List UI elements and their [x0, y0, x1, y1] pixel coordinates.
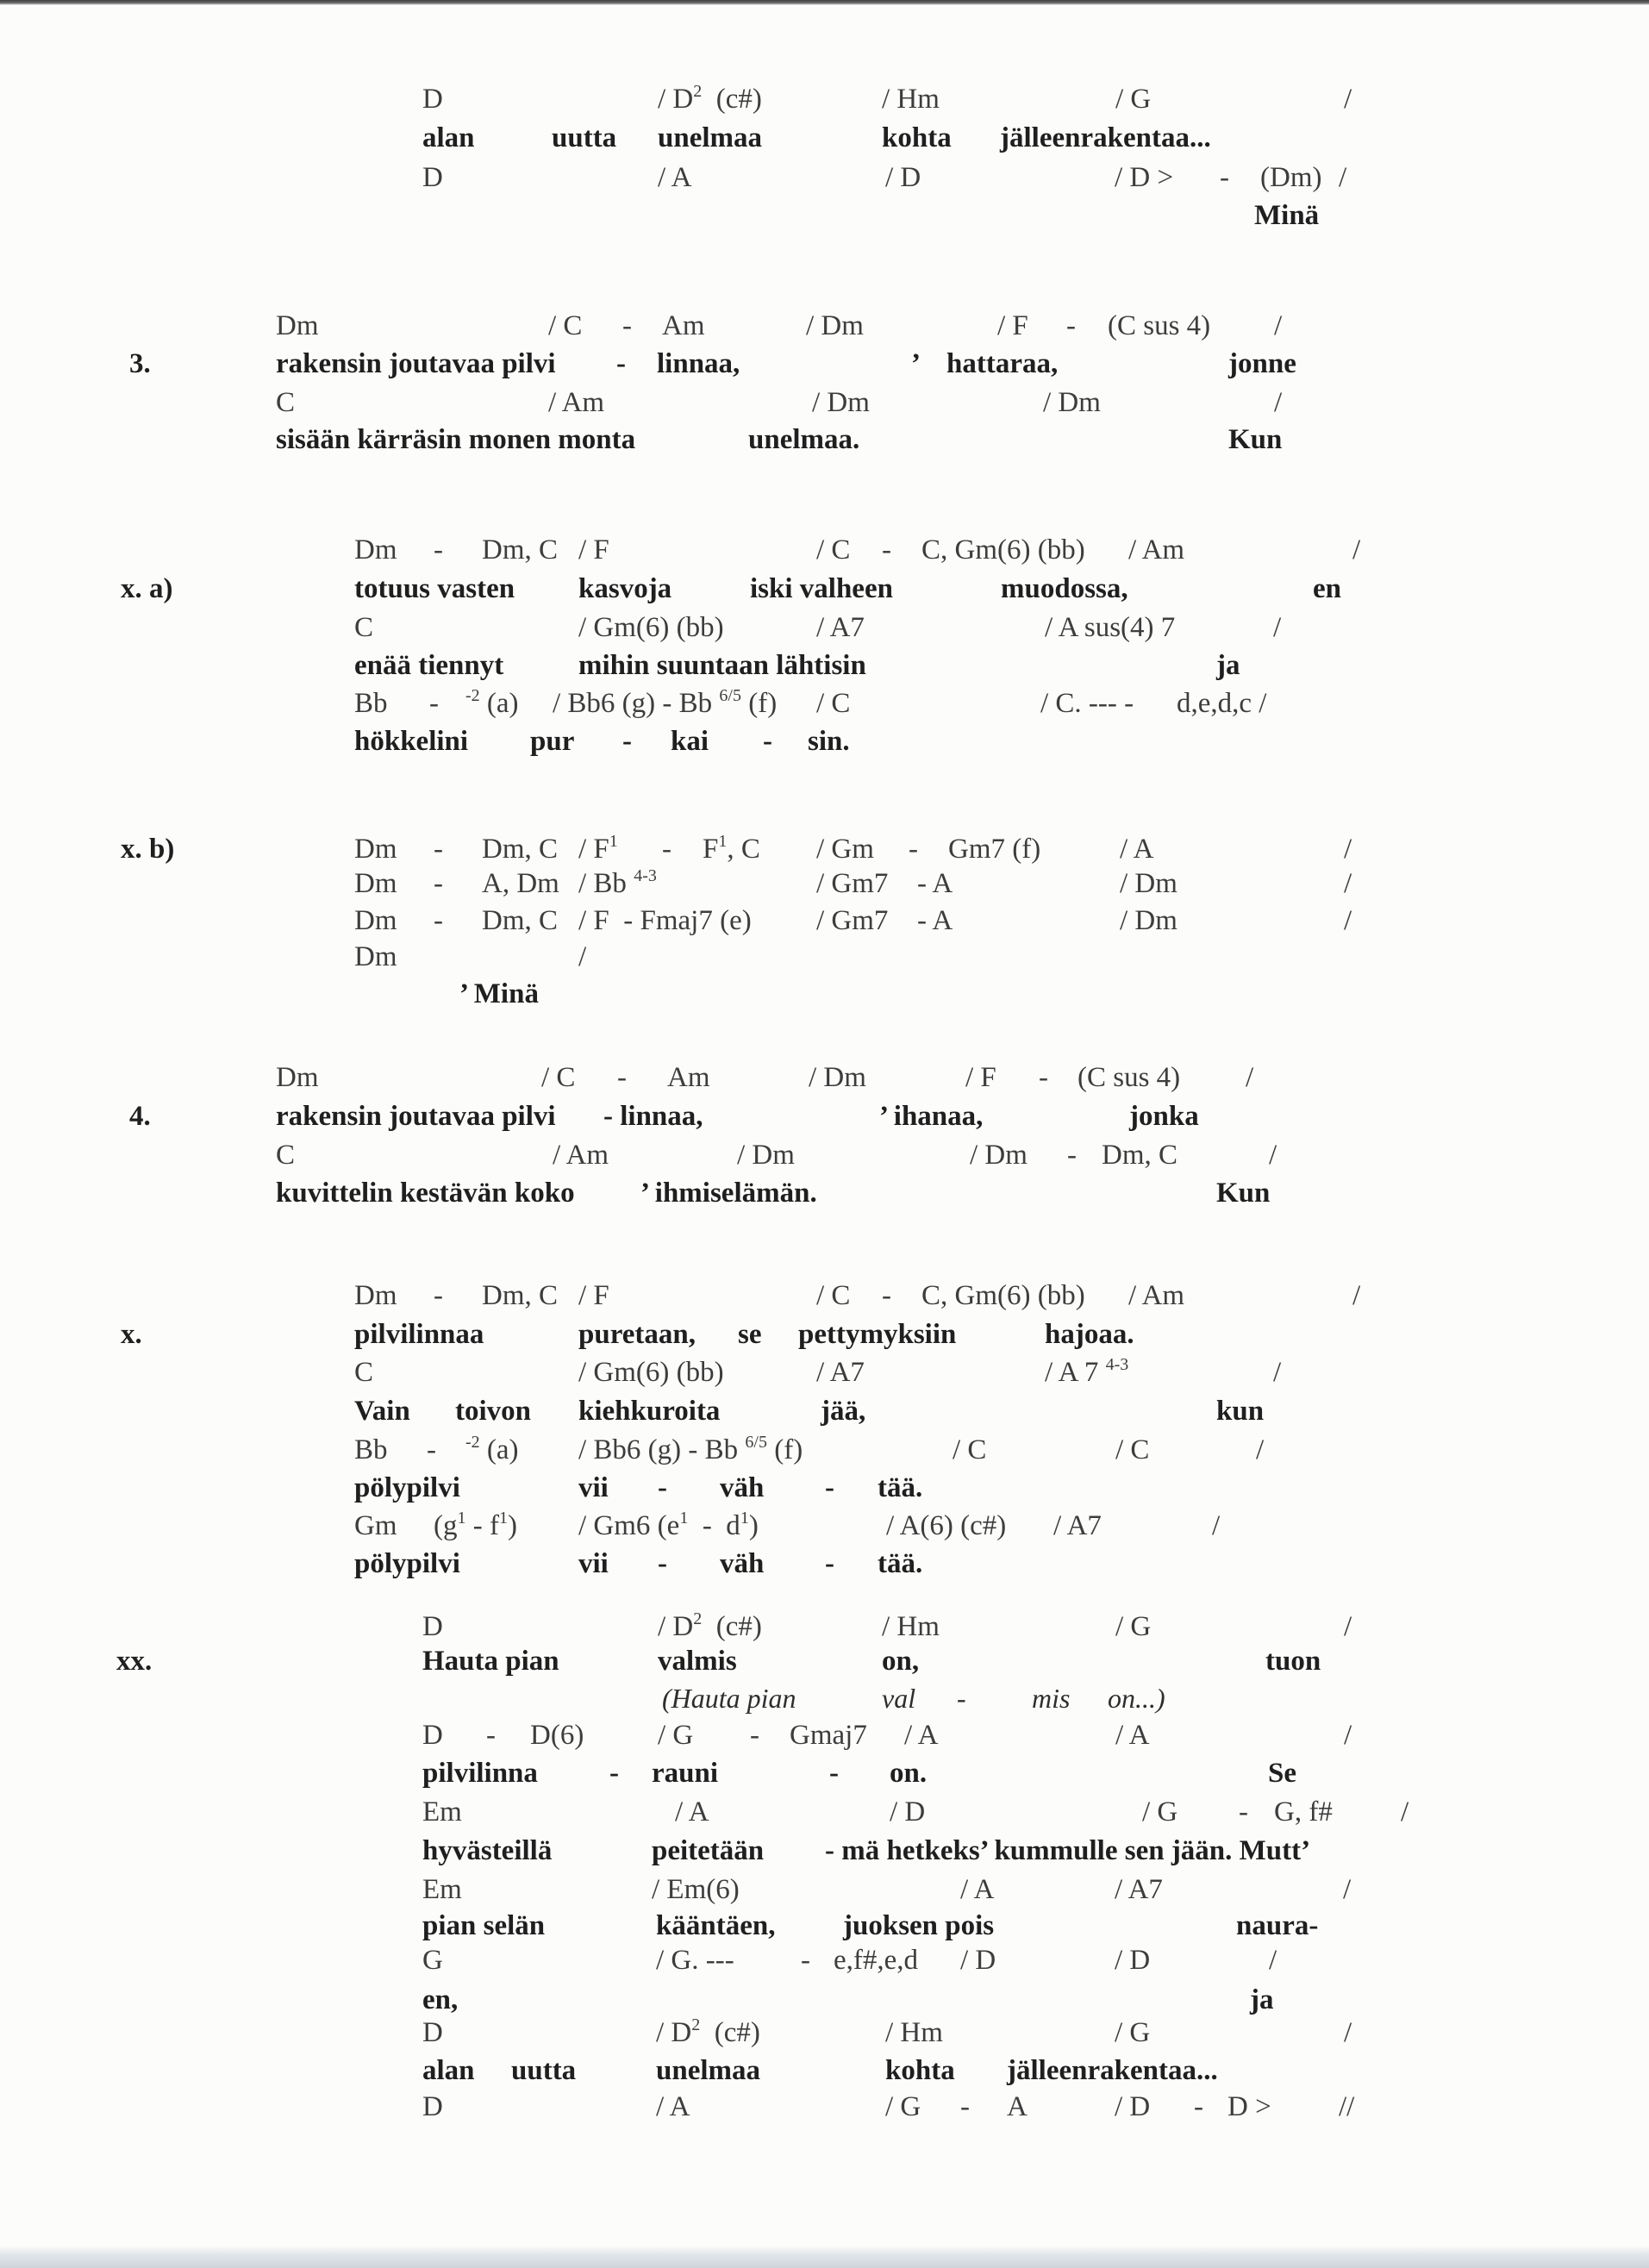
lyric-segment: kiehkuroita: [578, 1396, 721, 1427]
chord-segment: / Dm: [1043, 387, 1101, 418]
chord-segment: / A7: [816, 1357, 865, 1388]
chord-segment: -: [434, 868, 443, 899]
chord-segment: Bb: [354, 1434, 388, 1465]
chord-segment: / $D^2$ (c#): [658, 1609, 762, 1642]
lyric-segment: jää,: [821, 1396, 866, 1427]
scan-edge-bottom: [0, 2246, 1649, 2268]
chord-superscript: 6/5: [745, 1433, 767, 1452]
lyric-segment: kai: [671, 726, 709, 757]
chord-segment: D: [422, 162, 443, 193]
chord-segment: -: [617, 1062, 627, 1093]
chord-segment: /: [1339, 162, 1347, 193]
lyric-segment: ’ Minä: [459, 978, 539, 1009]
lyric-segment: -: [609, 1758, 619, 1789]
chord-segment: / F: [578, 1280, 609, 1311]
chord-segment: / $D^2$ (c#): [658, 82, 762, 115]
chord-segment: / Dm: [809, 1062, 866, 1093]
lyric-segment: -: [658, 1472, 667, 1503]
lyric-segment: tää.: [878, 1548, 923, 1579]
chord-superscript: 4-3: [1105, 1355, 1129, 1374]
section-label-verse-4: 4.: [129, 1101, 151, 1132]
chord-segment: / A: [675, 1796, 709, 1828]
lyric-segment: totuus vasten: [354, 573, 515, 604]
chord-segment: Dm: [354, 534, 397, 565]
lyric-segment: sin.: [808, 726, 850, 757]
lyric-segment: jälleenrakentaa...: [1000, 122, 1211, 153]
lyric-segment: Vain: [354, 1396, 410, 1427]
chord-segment: / Dm: [1120, 868, 1177, 899]
chord-superscript: 1: [609, 832, 618, 851]
chord-segment: Dm: [276, 1062, 319, 1093]
lyric-segment: kääntäen,: [656, 1910, 776, 1941]
chord-segment: D >: [1227, 2091, 1271, 2122]
chord-segment: / Gm7: [816, 905, 889, 936]
chord-segment: / A: [658, 162, 692, 193]
lyric-segment: jälleenrakentaa...: [1007, 2055, 1218, 2086]
lyric-segment: juoksen pois: [843, 1910, 995, 1941]
lyric-segment: Minä: [1254, 200, 1320, 231]
lyric-segment: Se: [1268, 1758, 1296, 1789]
chord-segment: D: [422, 2017, 443, 2048]
chord-segment: / A: [904, 1720, 939, 1751]
chord-segment: / A: [656, 2091, 690, 2122]
chord-segment: / Hm: [882, 84, 940, 115]
lyric-segment: on.: [890, 1758, 928, 1789]
chord-segment: Dm: [354, 1280, 397, 1311]
lyric-segment: - linnaa,: [603, 1101, 703, 1132]
chord-segment: / D: [1115, 1945, 1151, 1976]
chord-segment: / D >: [1115, 162, 1174, 193]
chord-segment: Dm, C: [482, 1280, 559, 1311]
chord-segment: / F: [965, 1062, 996, 1093]
chord-segment: Am: [667, 1062, 710, 1093]
lyric-segment: väh: [720, 1548, 765, 1579]
chord-segment: Dm, C: [1102, 1140, 1178, 1171]
lyric-segment: sisään kärräsin monen monta: [276, 424, 636, 455]
chord-segment: / A7: [1053, 1510, 1102, 1541]
lyric-segment: kuvittelin kestävän koko: [276, 1178, 575, 1209]
lyric-segment: peitetään: [652, 1835, 765, 1866]
chord-segment: / Gm7: [816, 868, 889, 899]
chord-segment: C, Gm(6) (bb): [921, 1280, 1085, 1311]
chord-segment: -: [1239, 1796, 1248, 1828]
chord-segment: / Am: [1128, 1280, 1185, 1311]
lyric-segment: rauni: [652, 1758, 719, 1789]
chord-segment: -: [434, 534, 443, 565]
lyric-segment: pilvilinnaa: [354, 1319, 484, 1350]
chord-segment: //: [1339, 2091, 1355, 2122]
chord-segment: -: [801, 1945, 810, 1976]
chord-segment: -: [882, 534, 891, 565]
chord-segment: / F - Fmaj7 (e): [578, 905, 752, 936]
chord-segment: / C: [548, 310, 583, 341]
chord-segment: / C. --- -: [1040, 688, 1134, 719]
chord-segment: / G: [1115, 2017, 1151, 2048]
lyric-segment: ’ ihanaa,: [879, 1101, 984, 1132]
lyric-segment: rakensin joutavaa pilvi: [276, 348, 556, 379]
chord-segment: C: [354, 612, 374, 643]
lyric-segment: kun: [1216, 1396, 1265, 1427]
chord-segment: / Em(6): [652, 1874, 740, 1905]
lyric-segment: jonne: [1228, 348, 1296, 379]
chord-segment: -: [750, 1720, 759, 1751]
lyric-segment: ja: [1216, 650, 1240, 681]
chord-segment: /: [1274, 310, 1283, 341]
chord-segment: D: [422, 1611, 443, 1642]
chord-superscript: -2: [465, 686, 480, 705]
section-label-bridge-x-b: x. b): [121, 834, 175, 865]
chord-segment: D(6): [530, 1720, 584, 1751]
chord-segment: D: [422, 2091, 443, 2122]
chord-segment: /: [1274, 387, 1283, 418]
chord-segment: / Am: [553, 1140, 609, 1171]
lyric-segment: alan: [422, 122, 475, 153]
lyric-segment: valmis: [658, 1646, 737, 1677]
chord-segment: -: [486, 1720, 496, 1751]
lyric-echo-segment: mis: [1032, 1683, 1071, 1714]
lyric-segment: vii: [578, 1472, 609, 1503]
chord-segment: /: [1344, 1611, 1352, 1642]
lyric-segment: pettymyksiin: [798, 1319, 957, 1350]
chord-segment: $F^1$, C: [703, 832, 760, 865]
chord-segment: /: [1352, 534, 1361, 565]
lyric-segment: -: [829, 1758, 839, 1789]
chord-segment: Bb: [354, 688, 388, 719]
lyric-segment: tää.: [878, 1472, 923, 1503]
chord-segment: Dm, C: [482, 834, 559, 865]
lyric-segment: enää tiennyt: [354, 650, 504, 681]
chord-segment: / A: [1115, 1720, 1150, 1751]
chord-segment: Dm: [354, 834, 397, 865]
chord-segment: Em: [422, 1874, 462, 1905]
lyric-segment: muodossa,: [1001, 573, 1128, 604]
chord-segment: Dm: [354, 905, 397, 936]
chord-segment: / Gm(6) (bb): [578, 612, 724, 643]
chord-segment: -: [434, 905, 443, 936]
chord-segment: -: [1220, 162, 1229, 193]
section-label-outro-xx: xx.: [116, 1646, 153, 1677]
chord-segment: - A: [917, 868, 953, 899]
chord-segment: -: [909, 834, 918, 865]
chord-segment: / D: [890, 1796, 926, 1828]
lyric-segment: kohta: [882, 122, 952, 153]
scan-edge-top: [0, 0, 1649, 5]
chord-segment: Gm: [354, 1510, 397, 1541]
lyric-segment: iski valheen: [750, 573, 893, 604]
chord-segment: A: [1007, 2091, 1028, 2122]
chord-segment: -: [1066, 310, 1076, 341]
chord-segment: Dm: [354, 941, 397, 972]
lyric-segment: uutta: [511, 2055, 577, 2086]
chord-segment: / C: [816, 534, 851, 565]
chord-segment: / C: [816, 688, 851, 719]
lyric-segment: hattaraa,: [946, 348, 1059, 379]
chord-segment: C: [354, 1357, 374, 1388]
lyric-segment: pölypilvi: [354, 1548, 460, 1579]
chord-segment: /: [1344, 834, 1352, 865]
chord-segment: / G. ---: [656, 1945, 734, 1976]
lyric-segment: pian selän: [422, 1910, 546, 1941]
chord-segment: Dm: [276, 310, 319, 341]
lyric-segment: vii: [578, 1548, 609, 1579]
chord-superscript: 2: [691, 2015, 701, 2034]
chord-segment: /: [1344, 1720, 1352, 1751]
lyric-echo-segment: val: [882, 1683, 916, 1714]
chord-segment: /: [1273, 612, 1282, 643]
chord-segment: / Dm: [812, 387, 870, 418]
lyric-segment: - mä hetkeks’ kummulle sen jään. Mutt’: [825, 1835, 1311, 1866]
chord-segment: / G: [658, 1720, 694, 1751]
chord-segment: / F: [578, 534, 609, 565]
chord-segment: / A(6) (c#): [886, 1510, 1007, 1541]
lyric-segment: -: [825, 1548, 834, 1579]
chord-segment: / A: [1120, 834, 1154, 865]
lyric-segment: Kun: [1228, 424, 1283, 455]
chord-segment: / A7: [816, 612, 865, 643]
lyric-segment: pur: [530, 726, 575, 757]
lyric-segment: -: [616, 348, 626, 379]
lyric-segment: -: [825, 1472, 834, 1503]
lyric-echo-segment: (Hauta pian: [662, 1683, 796, 1714]
chord-segment: / Bb $^{4-3}$: [578, 866, 657, 899]
chord-segment: -: [662, 834, 671, 865]
lyric-segment: hökkelini: [354, 726, 469, 757]
lyric-segment: hyvästeillä: [422, 1835, 553, 1866]
chord-segment: /: [1256, 1434, 1265, 1465]
lyric-segment: -: [763, 726, 772, 757]
chord-segment: -: [622, 310, 632, 341]
chord-segment: /: [1344, 84, 1352, 115]
chord-superscript: 2: [693, 1609, 703, 1628]
chord-segment: Dm, C: [482, 534, 559, 565]
chord-segment: D: [422, 1720, 443, 1751]
lyric-segment: toivon: [455, 1396, 532, 1427]
lyric-segment: unelmaa.: [748, 424, 860, 455]
chord-segment: / Dm: [737, 1140, 795, 1171]
chord-segment: -: [1194, 2091, 1203, 2122]
chord-segment: -: [882, 1280, 891, 1311]
chord-segment: G: [422, 1945, 443, 1976]
lyric-segment: mihin suuntaan lähtisin: [578, 650, 866, 681]
chord-segment: / C: [953, 1434, 987, 1465]
chord-segment: / Gm: [816, 834, 874, 865]
lyric-segment: ja: [1250, 1984, 1274, 2015]
chord-segment: / Hm: [885, 2017, 943, 2048]
chord-segment: / A sus(4) 7: [1045, 612, 1176, 643]
chord-segment: / G: [885, 2091, 921, 2122]
chord-segment: / C: [1115, 1434, 1150, 1465]
chord-segment: /: [1212, 1510, 1221, 1541]
chord-segment: / $D^2$ (c#): [656, 2015, 760, 2048]
chord-superscript: 1: [457, 1509, 466, 1528]
lyric-segment: jonka: [1129, 1101, 1199, 1132]
chord-segment: / Dm: [806, 310, 864, 341]
chord-segment: -: [960, 2091, 970, 2122]
chord-segment: -: [434, 1280, 443, 1311]
chord-segment: A, Dm: [482, 868, 559, 899]
lyric-segment: unelmaa: [656, 2055, 761, 2086]
chord-segment: / A 7 $^{4-3}$: [1045, 1355, 1129, 1388]
lyric-segment: Kun: [1216, 1178, 1271, 1209]
chord-superscript: 1: [740, 1509, 749, 1528]
chord-superscript: 1: [718, 832, 728, 851]
chord-segment: /: [1352, 1280, 1361, 1311]
chord-segment: / C: [816, 1280, 851, 1311]
lyric-segment: uutta: [552, 122, 617, 153]
chord-segment: /: [1344, 905, 1352, 936]
lyric-segment: Hauta pian: [422, 1646, 559, 1677]
chord-segment: / A7: [1115, 1874, 1163, 1905]
section-label-verse-3: 3.: [129, 348, 151, 379]
chord-segment: /: [578, 941, 587, 972]
chord-superscript: 1: [679, 1509, 689, 1528]
section-label-bridge-x-a: x. a): [121, 573, 173, 604]
chord-segment: / D: [1115, 2091, 1151, 2122]
chord-superscript: 2: [693, 82, 703, 101]
chord-segment: $(g^1 - f^1)$: [434, 1509, 517, 1541]
chord-segment: d,e,d,c /: [1177, 688, 1267, 719]
chord-segment: -: [1067, 1140, 1077, 1171]
section-label-bridge-x: x.: [121, 1319, 142, 1350]
chord-segment: /: [1246, 1062, 1254, 1093]
chord-superscript: 6/5: [719, 686, 741, 705]
chord-segment: Em: [422, 1796, 462, 1828]
chord-segment: /: [1344, 868, 1352, 899]
chord-segment: D: [422, 84, 443, 115]
chord-segment: / Am: [548, 387, 605, 418]
lyric-segment: linnaa,: [657, 348, 740, 379]
chord-segment: / A: [960, 1874, 995, 1905]
lyric-segment: en: [1313, 573, 1341, 604]
lyric-segment: väh: [720, 1472, 765, 1503]
chord-segment: / Dm: [1120, 905, 1177, 936]
chord-segment: Dm, C: [482, 905, 559, 936]
lyric-segment: -: [658, 1548, 667, 1579]
lyric-segment: se: [738, 1319, 762, 1350]
chord-segment: e,f#,e,d: [834, 1945, 919, 1976]
chord-segment: / $F^1$: [578, 832, 618, 865]
chord-segment: (C sus 4): [1108, 310, 1211, 341]
chord-segment: / Gm(6) (bb): [578, 1357, 724, 1388]
chord-segment: / G: [1115, 1611, 1152, 1642]
chord-superscript: -2: [465, 1433, 480, 1452]
chord-segment: / Bb6 (g) - Bb $^{6/5}$ (f): [553, 686, 778, 719]
chord-segment: /: [1401, 1796, 1409, 1828]
chord-segment: - A: [917, 905, 953, 936]
chord-superscript: 1: [498, 1509, 508, 1528]
lyric-segment: hajoaa.: [1045, 1319, 1134, 1350]
chord-segment: / Dm: [970, 1140, 1028, 1171]
lyric-segment: rakensin joutavaa pilvi: [276, 1101, 556, 1132]
chord-segment: -: [1039, 1062, 1048, 1093]
chord-segment: -: [427, 1434, 436, 1465]
lyric-segment: on,: [882, 1646, 920, 1677]
lyric-segment: en,: [422, 1984, 459, 2015]
chord-segment: C: [276, 1140, 296, 1171]
chord-segment: C, Gm(6) (bb): [921, 534, 1085, 565]
chord-segment: / G: [1115, 84, 1152, 115]
chord-segment: / C: [541, 1062, 576, 1093]
chord-segment: /: [1343, 1874, 1352, 1905]
lyric-segment: kasvoja: [578, 573, 672, 604]
lyric-segment: pilvilinna: [422, 1758, 538, 1789]
lyric-segment: ’: [911, 348, 921, 379]
lyric-segment: -: [622, 726, 632, 757]
lyric-segment: ’ ihmiselämän.: [640, 1178, 817, 1209]
chord-segment: /: [1273, 1357, 1282, 1388]
lyric-segment: pölypilvi: [354, 1472, 460, 1503]
chord-segment: / Am: [1128, 534, 1185, 565]
chord-segment: /: [1269, 1140, 1277, 1171]
chord-segment: / Gm6 $(e^1 - d^1)$: [578, 1509, 759, 1541]
lyric-segment: alan: [422, 2055, 475, 2086]
lyric-segment: kohta: [885, 2055, 955, 2086]
chord-segment: Gm7 (f): [948, 834, 1041, 865]
chord-segment: (C sus 4): [1077, 1062, 1181, 1093]
chord-segment: (Dm): [1260, 162, 1322, 193]
chord-segment: / D: [960, 1945, 996, 1976]
chord-segment: /: [1344, 2017, 1352, 2048]
chord-segment: / F: [997, 310, 1028, 341]
chord-segment: Am: [662, 310, 705, 341]
chord-segment: Gmaj7: [790, 1720, 867, 1751]
chord-segment: $^{-2}$ (a): [465, 686, 519, 719]
lyric-echo-segment: on...): [1108, 1683, 1165, 1714]
lyric-segment: tuon: [1265, 1646, 1321, 1677]
chord-segment: / Hm: [882, 1611, 940, 1642]
chord-segment: $^{-2}$ (a): [465, 1433, 519, 1465]
chord-segment: /: [1269, 1945, 1277, 1976]
chord-segment: / G: [1142, 1796, 1178, 1828]
lyric-segment: naura-: [1236, 1910, 1319, 1941]
chord-segment: -: [434, 834, 443, 865]
chord-segment: / Bb6 (g) - Bb $^{6/5}$ (f): [578, 1433, 803, 1465]
chord-superscript: 4-3: [634, 866, 657, 885]
chord-segment: G, f#: [1274, 1796, 1333, 1828]
lyric-segment: puretaan,: [578, 1319, 696, 1350]
chord-segment: / D: [885, 162, 921, 193]
chord-segment: -: [429, 688, 439, 719]
lyric-segment: unelmaa: [658, 122, 763, 153]
chord-segment: Dm: [354, 868, 397, 899]
chord-segment: C: [276, 387, 296, 418]
lyric-echo-segment: -: [957, 1683, 966, 1714]
